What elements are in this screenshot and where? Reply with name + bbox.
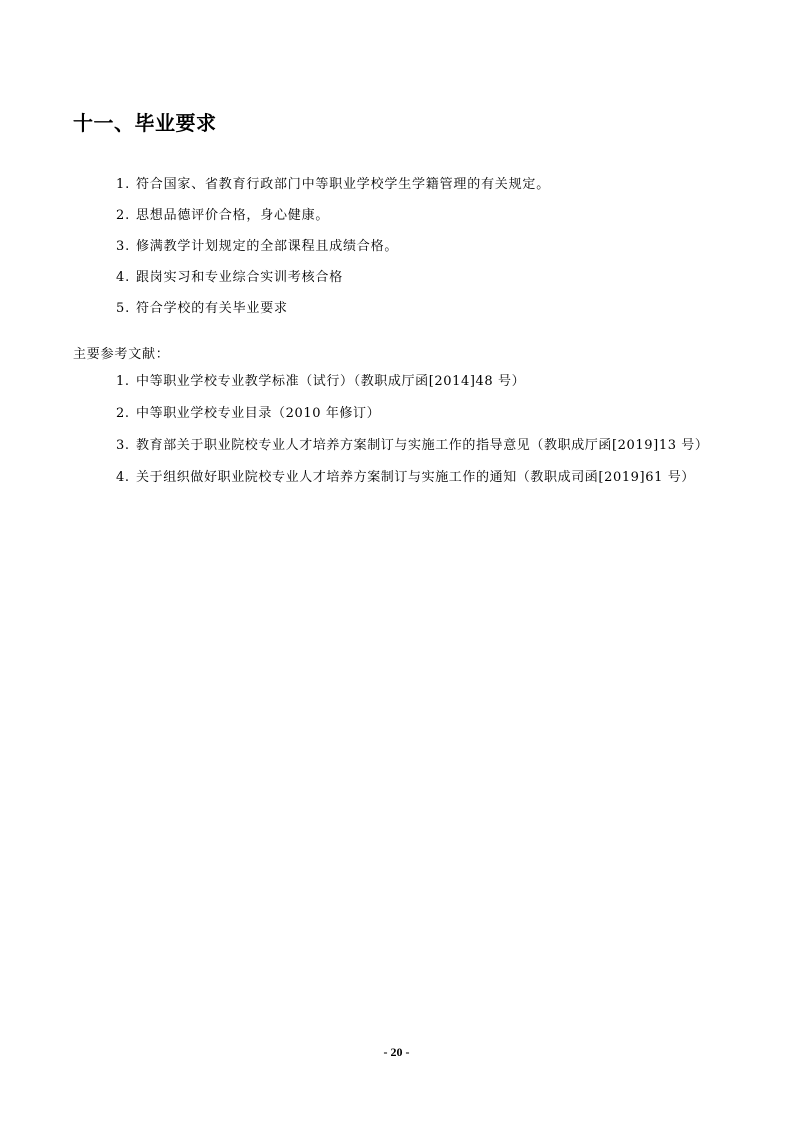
item-text: 跟岗实习和专业综合实训考核合格 bbox=[136, 270, 344, 285]
item-number: 5. bbox=[116, 301, 131, 316]
item-number: 1. bbox=[116, 374, 130, 389]
section-title: 十一、毕业要求 bbox=[73, 111, 217, 135]
item-number: 2. bbox=[116, 406, 130, 421]
list-item bbox=[116, 176, 550, 194]
item-number: 1. bbox=[116, 177, 131, 192]
list-item bbox=[116, 238, 550, 256]
list-item bbox=[116, 469, 709, 487]
item-text: 教育部关于职业院校专业人才培养方案制订与实施工作的指导意见（教职成厅函[2019]13 号） bbox=[136, 438, 709, 453]
list-item bbox=[116, 405, 709, 423]
item-text: 思想品德评价合格，身心健康。 bbox=[136, 208, 330, 223]
item-text: 关于组织做好职业院校专业人才培养方案制订与实施工作的通知（教职成司函[2019]61 号） bbox=[136, 470, 695, 485]
list-item bbox=[116, 207, 550, 225]
item-number: 3. bbox=[116, 239, 131, 254]
item-text: 修满教学计划规定的全部课程且成绩合格。 bbox=[136, 239, 399, 254]
page-number: - 20 - bbox=[383, 1045, 410, 1059]
references-list bbox=[116, 373, 709, 501]
item-number: 4. bbox=[116, 470, 130, 485]
graduation-requirements-list bbox=[116, 176, 550, 331]
list-item bbox=[116, 300, 550, 318]
item-text: 中等职业学校专业教学标准（试行）（教职成厅函[2014]48 号） bbox=[136, 374, 526, 389]
list-item bbox=[116, 437, 709, 455]
item-text: 符合学校的有关毕业要求 bbox=[136, 301, 288, 316]
item-number: 3. bbox=[116, 438, 130, 453]
item-text: 中等职业学校专业目录（2010 年修订） bbox=[136, 406, 381, 421]
item-text: 符合国家、省教育行政部门中等职业学校学生学籍管理的有关规定。 bbox=[136, 177, 551, 192]
list-item bbox=[116, 269, 550, 287]
references-heading: 主要参考文献： bbox=[73, 347, 170, 362]
list-item bbox=[116, 373, 709, 391]
item-number: 4. bbox=[116, 270, 131, 285]
item-number: 2. bbox=[116, 208, 131, 223]
